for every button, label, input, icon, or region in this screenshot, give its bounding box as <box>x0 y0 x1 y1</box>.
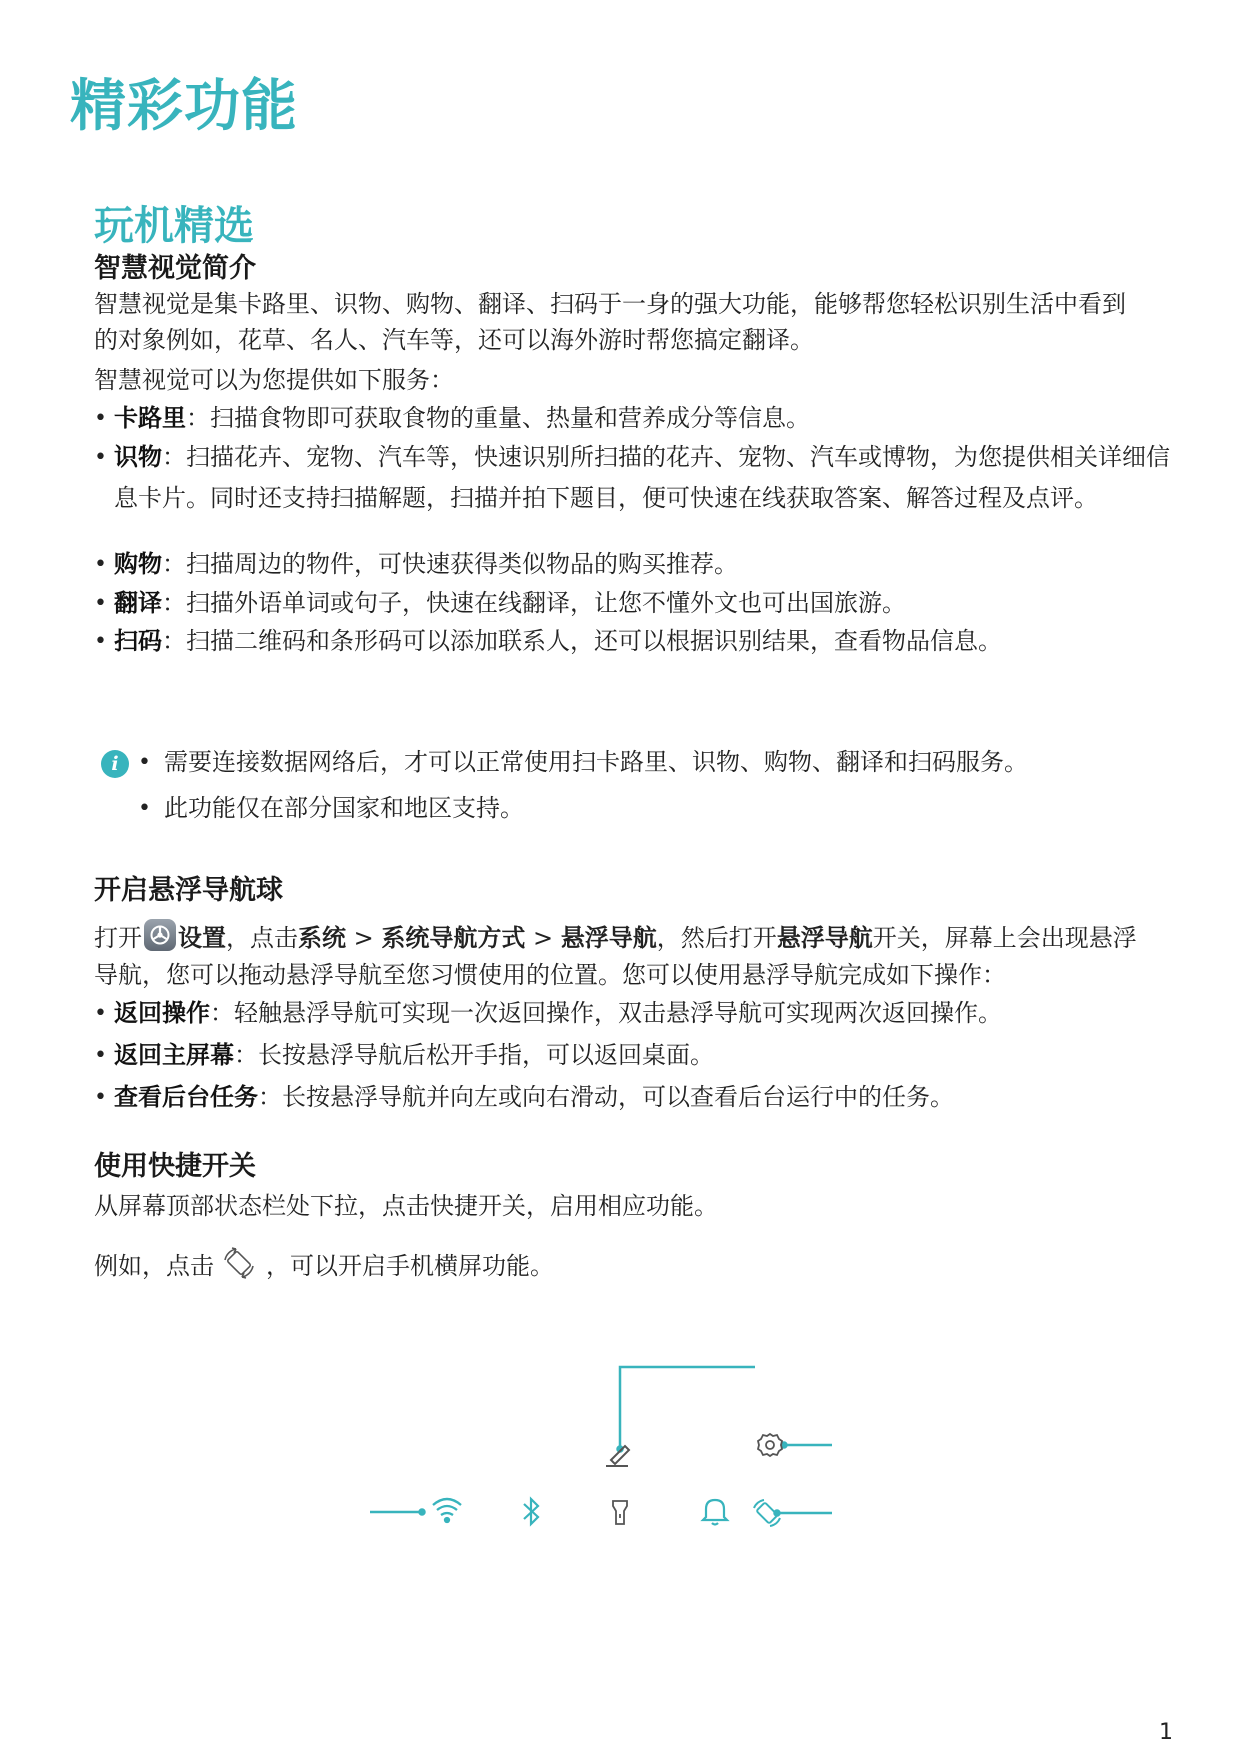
list-item <box>94 544 1174 585</box>
item-desc: ：扫描外语单词或句子，快速在线翻译，让您不懂外文也可出国旅游。 <box>162 589 906 617</box>
quick-toggle-diagram <box>360 1365 900 1550</box>
bullet: • <box>94 1043 107 1068</box>
smart-vision-heading: 智慧视觉简介 <box>94 253 256 284</box>
auto-rotate-icon <box>222 1246 258 1280</box>
bullet: • <box>138 750 151 775</box>
bullet: • <box>94 629 107 654</box>
list-item <box>94 993 1174 1034</box>
item-term: 购物 <box>114 550 162 578</box>
note-item <box>138 788 1138 829</box>
smart-vision-intro-line2: 的对象例如，花草、名人、汽车等，还可以海外游时帮您搞定翻译。 <box>94 326 814 354</box>
bell-icon <box>703 1500 727 1525</box>
section-title: 玩机精选 <box>94 203 254 249</box>
flashlight-icon <box>613 1501 627 1524</box>
page-title: 精彩功能 <box>70 74 298 139</box>
item-term: 卡路里 <box>114 404 186 432</box>
shortcut-paragraph: 从屏幕顶部状态栏处下拉，点击快捷开关，启用相应功能。 <box>94 1192 718 1220</box>
bullet: • <box>94 1085 107 1110</box>
bullet: • <box>94 591 107 616</box>
item-term: 返回操作 <box>114 999 210 1027</box>
item-term: 翻译 <box>114 589 162 617</box>
bullet: • <box>138 796 151 821</box>
callout-dot-wifi <box>420 1510 425 1515</box>
smart-vision-intro-line1: 智慧视觉是集卡路里、识物、购物、翻译、扫码于一身的强大功能，能够帮您轻松识别生活中看到 <box>94 290 1126 318</box>
list-item <box>94 1077 1174 1118</box>
list-item <box>94 398 1174 439</box>
item-desc: ：扫描花卉、宠物、汽车等，快速识别所扫描的花卉、宠物、汽车或博物，为您提供相关详细信息卡片。同时还支持扫描解题，扫描并拍下题目，便可快速在线获取答案、解答过程及点评。 <box>114 443 1170 512</box>
item-desc: ：轻触悬浮导航可实现一次返回操作，双击悬浮导航可实现两次返回操作。 <box>210 999 1002 1027</box>
item-term: 扫码 <box>114 627 162 655</box>
smart-vision-services-intro: 智慧视觉可以为您提供如下服务： <box>94 366 454 394</box>
settings-gear-icon <box>144 919 176 951</box>
note-item <box>138 742 1138 783</box>
float-nav-paragraph-line1: 打开 设置，点击系统 > 系统导航方式 > 悬浮导航，然后打开悬浮导航开关，屏幕上会出现悬浮 <box>94 918 1174 959</box>
wifi-icon <box>433 1499 461 1522</box>
bullet: • <box>94 1001 107 1026</box>
bullet: • <box>94 552 107 577</box>
list-item <box>94 583 1174 624</box>
float-nav-heading: 开启悬浮导航球 <box>94 875 283 906</box>
settings-gear-icon <box>758 1434 782 1456</box>
bluetooth-icon <box>524 1499 538 1524</box>
note-text: 需要连接数据网络后，才可以正常使用扫卡路里、识物、购物、翻译和扫码服务。 <box>164 748 1028 776</box>
bullet: • <box>94 406 107 431</box>
shortcut-example: 例如，点击 ，可以开启手机横屏功能。 <box>94 1246 1174 1287</box>
item-term: 查看后台任务 <box>114 1083 258 1111</box>
page-number: 1 <box>1159 1720 1173 1745</box>
list-item <box>94 1035 1174 1076</box>
callout-line-edit <box>620 1367 755 1447</box>
float-nav-paragraph-line2: 导航，您可以拖动悬浮导航至您习惯使用的位置。您可以使用悬浮导航完成如下操作： <box>94 961 1006 989</box>
item-desc: ：长按悬浮导航后松开手指，可以返回桌面。 <box>234 1041 714 1069</box>
list-item <box>94 621 1174 662</box>
list-item <box>94 437 1174 519</box>
item-desc: ：扫描周边的物件，可快速获得类似物品的购买推荐。 <box>162 550 738 578</box>
item-term: 返回主屏幕 <box>114 1041 234 1069</box>
info-icon: i <box>101 750 129 778</box>
bullet: • <box>94 445 107 470</box>
item-desc: ：扫描二维码和条形码可以添加联系人，还可以根据识别结果，查看物品信息。 <box>162 627 1002 655</box>
item-desc: ：扫描食物即可获取食物的重量、热量和营养成分等信息。 <box>186 404 810 432</box>
note-text: 此功能仅在部分国家和地区支持。 <box>164 794 524 822</box>
item-desc: ：长按悬浮导航并向左或向右滑动，可以查看后台运行中的任务。 <box>258 1083 954 1111</box>
auto-rotate-icon <box>754 1500 780 1526</box>
item-term: 识物 <box>114 443 162 471</box>
shortcut-heading: 使用快捷开关 <box>94 1151 256 1182</box>
